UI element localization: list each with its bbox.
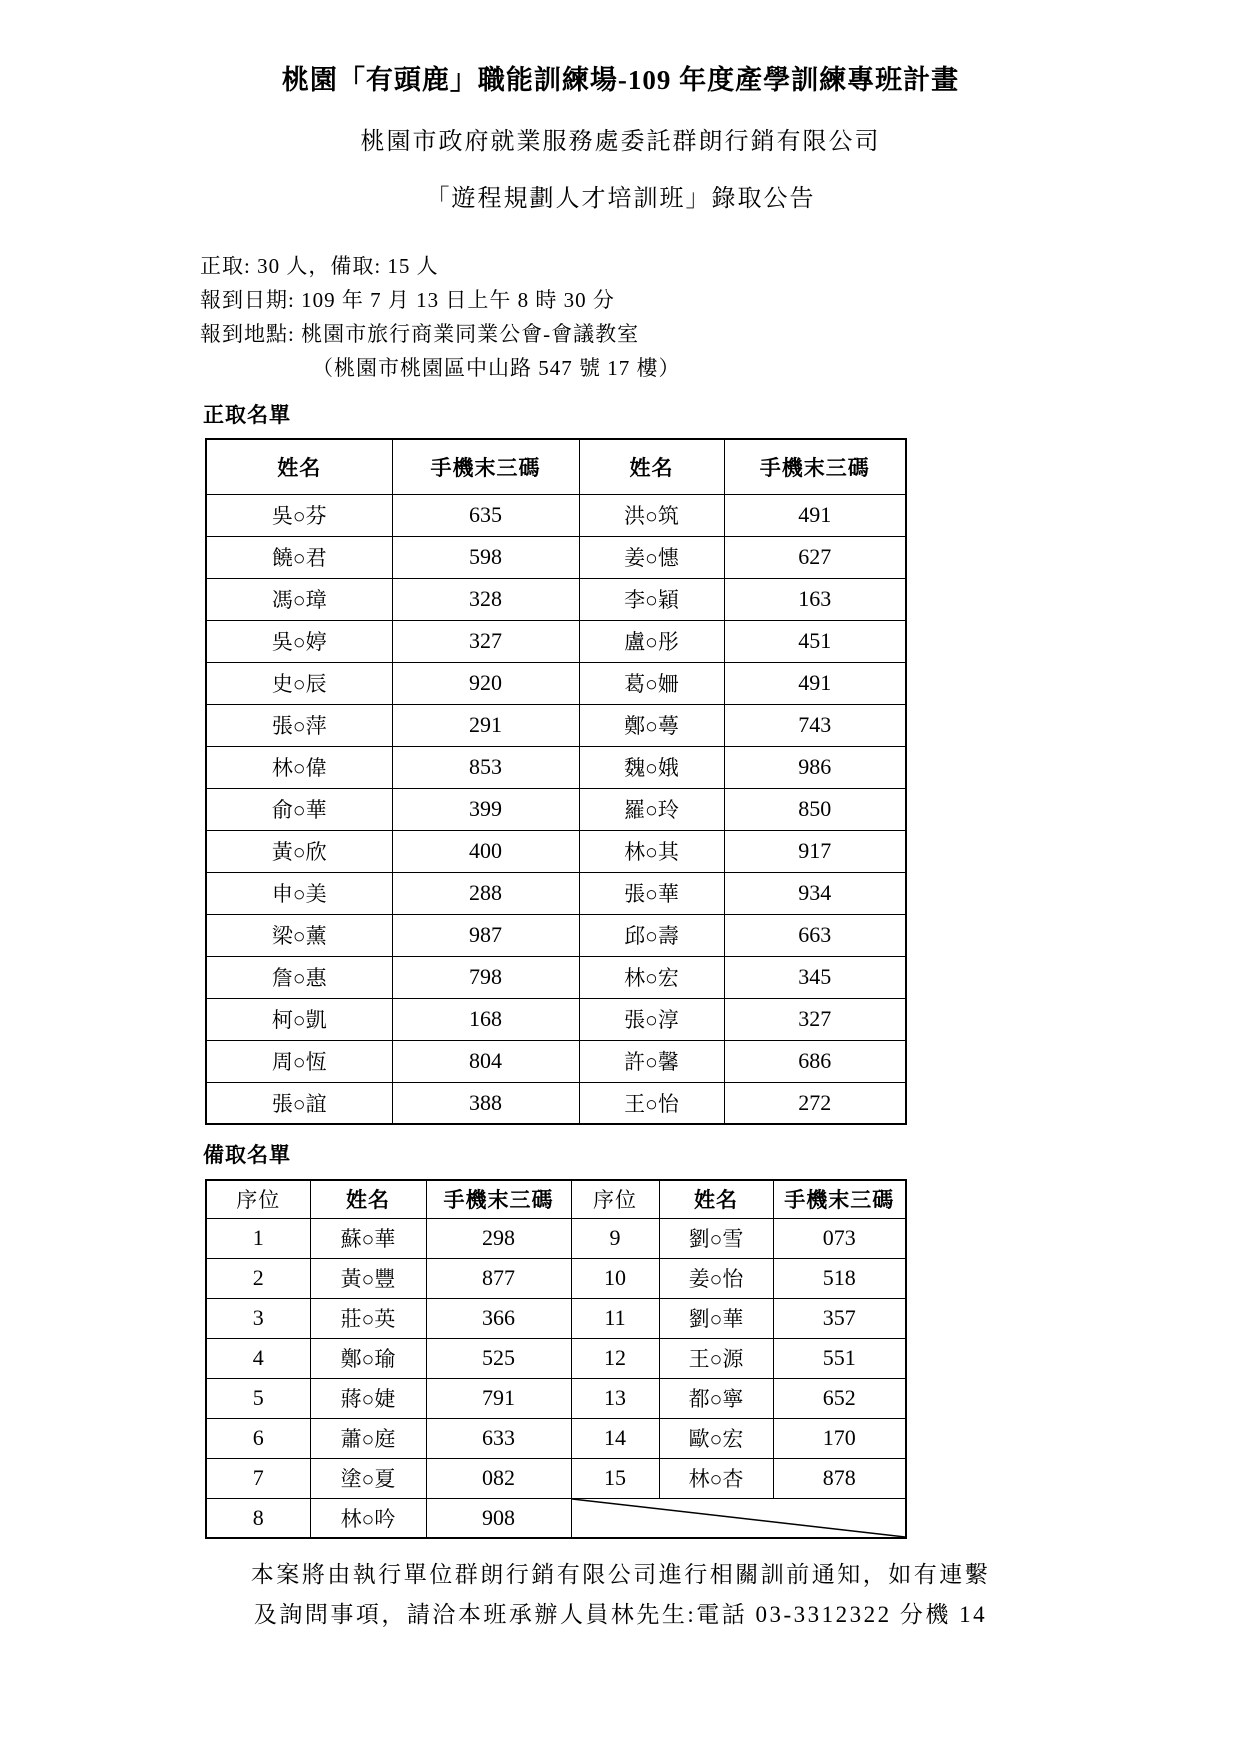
name-cell: 蔣○婕 [310,1378,426,1418]
report-date-line: 報到日期: 109 年 7 月 13 日上午 8 時 30 分 [200,288,615,312]
footer-note [141,1555,1101,1635]
number-cell: 878 [773,1458,906,1498]
name-cell: 周○恆 [206,1040,392,1082]
name-cell: 劉○華 [659,1298,773,1338]
name-cell: 劉○雪 [659,1218,773,1258]
waitlist-heading: 備取名單 [203,1143,291,1167]
accepted-table [205,438,907,1125]
accepted-list-heading: 正取名單 [203,403,291,427]
column-header: 手機末三碼 [773,1180,906,1218]
table-row [206,914,906,956]
number-cell: 6 [206,1418,310,1458]
column-header: 序位 [571,1180,659,1218]
table-row [206,620,906,662]
column-header: 姓名 [206,439,392,494]
name-cell: 張○誼 [206,1082,392,1124]
name-cell: 林○吟 [310,1498,426,1538]
table-row [206,956,906,998]
table-row [206,1458,906,1498]
name-cell: 鄭○蕚 [579,704,724,746]
number-cell: 10 [571,1258,659,1298]
number-cell: 5 [206,1378,310,1418]
number-cell: 12 [571,1338,659,1378]
number-cell: 917 [724,830,906,872]
number-cell: 934 [724,872,906,914]
number-cell: 491 [724,494,906,536]
name-cell: 黃○豐 [310,1258,426,1298]
table-row [206,1218,906,1258]
table-row [206,1258,906,1298]
name-cell: 塗○夏 [310,1458,426,1498]
number-cell: 400 [392,830,579,872]
waitlist-table [205,1179,907,1539]
number-cell: 327 [724,998,906,1040]
number-cell: 073 [773,1218,906,1258]
name-cell: 姜○怡 [659,1258,773,1298]
document-subtitle: 桃園市政府就業服務處委託群朗行銷有限公司 [360,129,881,155]
table-row [206,494,906,536]
number-cell: 15 [571,1458,659,1498]
column-header: 手機末三碼 [392,439,579,494]
name-cell: 邱○壽 [579,914,724,956]
number-cell: 291 [392,704,579,746]
name-cell: 柯○凱 [206,998,392,1040]
number-cell: 627 [724,536,906,578]
name-cell: 張○萍 [206,704,392,746]
name-cell: 盧○彤 [579,620,724,662]
name-cell: 詹○惠 [206,956,392,998]
table-row [206,1298,906,1338]
table-row [206,704,906,746]
number-cell: 652 [773,1378,906,1418]
report-location-line: 報到地點: 桃園市旅行商業同業公會-會議教室 [200,322,640,346]
number-cell: 633 [426,1418,571,1458]
name-cell: 魏○娥 [579,746,724,788]
name-cell: 洪○筑 [579,494,724,536]
name-cell: 黃○欣 [206,830,392,872]
number-cell: 327 [392,620,579,662]
waitlist-header-row [206,1180,906,1218]
name-cell: 羅○玲 [579,788,724,830]
name-cell: 史○辰 [206,662,392,704]
number-cell: 804 [392,1040,579,1082]
table-row [206,1040,906,1082]
table-row [206,662,906,704]
number-cell: 4 [206,1338,310,1378]
number-cell: 8 [206,1498,310,1538]
number-cell: 798 [392,956,579,998]
number-cell: 345 [724,956,906,998]
name-cell: 姜○憓 [579,536,724,578]
number-cell: 987 [392,914,579,956]
number-cell: 1 [206,1218,310,1258]
name-cell: 林○其 [579,830,724,872]
number-cell: 082 [426,1458,571,1498]
column-header: 序位 [206,1180,310,1218]
number-cell: 288 [392,872,579,914]
name-cell: 林○偉 [206,746,392,788]
number-cell: 451 [724,620,906,662]
number-cell: 14 [571,1418,659,1458]
number-cell: 525 [426,1338,571,1378]
number-cell: 986 [724,746,906,788]
number-cell: 635 [392,494,579,536]
number-cell: 791 [426,1378,571,1418]
number-cell: 518 [773,1258,906,1298]
table-row [206,1378,906,1418]
number-cell: 491 [724,662,906,704]
number-cell: 908 [426,1498,571,1538]
number-cell: 850 [724,788,906,830]
name-cell: 鄭○瑜 [310,1338,426,1378]
name-cell: 蘇○華 [310,1218,426,1258]
name-cell: 蕭○庭 [310,1418,426,1458]
name-cell: 都○寧 [659,1378,773,1418]
number-cell: 170 [773,1418,906,1458]
number-cell: 388 [392,1082,579,1124]
number-cell: 551 [773,1338,906,1378]
diagonal-line [572,1499,906,1537]
column-header: 手機末三碼 [724,439,906,494]
number-cell: 920 [392,662,579,704]
document-title: 桃園「有頭鹿」職能訓練場-109 年度產學訓練專班計畫 [281,65,960,95]
table-row [206,578,906,620]
table-row [206,1338,906,1378]
name-cell: 歐○宏 [659,1418,773,1458]
name-cell: 吳○芬 [206,494,392,536]
name-cell: 張○華 [579,872,724,914]
name-cell: 申○美 [206,872,392,914]
table-row [206,998,906,1040]
number-cell: 7 [206,1458,310,1498]
name-cell: 莊○英 [310,1298,426,1338]
accepted-header-row [206,439,906,494]
column-header: 姓名 [659,1180,773,1218]
number-cell: 168 [392,998,579,1040]
table-row [206,746,906,788]
number-cell: 598 [392,536,579,578]
name-cell: 張○淳 [579,998,724,1040]
number-cell: 663 [724,914,906,956]
report-info-block [200,249,1241,385]
name-cell: 林○杏 [659,1458,773,1498]
column-header: 姓名 [310,1180,426,1218]
number-cell: 163 [724,578,906,620]
number-cell: 686 [724,1040,906,1082]
footer-line-2: 及詢問事項，請洽本班承辦人員林先生:電話 03-3312322 分機 14 [253,1602,988,1627]
table-row [206,872,906,914]
number-cell: 357 [773,1298,906,1338]
number-cell: 298 [426,1218,571,1258]
table-row [206,1082,906,1124]
table-row [206,536,906,578]
table-row [206,830,906,872]
empty-diagonal-cell [571,1498,906,1538]
number-cell: 11 [571,1298,659,1338]
name-cell: 王○怡 [579,1082,724,1124]
table-row [206,1418,906,1458]
announcement-heading: 「遊程規劃人才培訓班」錄取公告 [425,186,816,212]
name-cell: 俞○華 [206,788,392,830]
number-cell: 9 [571,1218,659,1258]
number-cell: 2 [206,1258,310,1298]
report-address-line: （桃園市桃園區中山路 547 號 17 樓） [312,356,681,380]
table-row [206,1498,906,1538]
name-cell: 葛○姍 [579,662,724,704]
name-cell: 馮○璋 [206,578,392,620]
number-cell: 877 [426,1258,571,1298]
number-cell: 272 [724,1082,906,1124]
column-header: 手機末三碼 [426,1180,571,1218]
number-cell: 399 [392,788,579,830]
name-cell: 許○馨 [579,1040,724,1082]
number-cell: 3 [206,1298,310,1338]
name-cell: 梁○薰 [206,914,392,956]
number-cell: 853 [392,746,579,788]
number-cell: 366 [426,1298,571,1338]
number-cell: 743 [724,704,906,746]
number-cell: 328 [392,578,579,620]
name-cell: 王○源 [659,1338,773,1378]
name-cell: 饒○君 [206,536,392,578]
table-row [206,788,906,830]
footer-line-1: 本案將由執行單位群朗行銷有限公司進行相關訓前通知，如有連繫 [250,1562,991,1587]
quota-line: 正取: 30 人，備取: 15 人 [200,254,439,278]
number-cell: 13 [571,1378,659,1418]
column-header: 姓名 [579,439,724,494]
name-cell: 李○穎 [579,578,724,620]
name-cell: 吳○婷 [206,620,392,662]
name-cell: 林○宏 [579,956,724,998]
